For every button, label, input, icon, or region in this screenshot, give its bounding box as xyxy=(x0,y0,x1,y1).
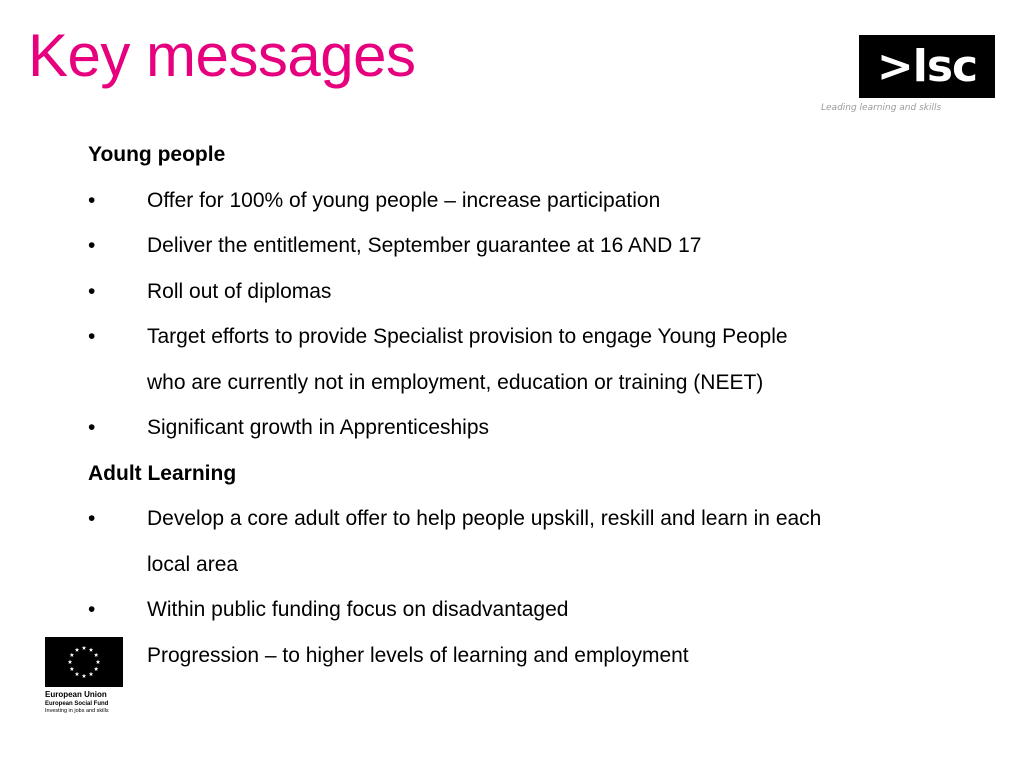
bullet-icon: • xyxy=(88,325,96,348)
bullet-icon: • xyxy=(88,279,96,303)
list-item xyxy=(88,314,988,360)
list-item xyxy=(88,405,988,451)
bullet-icon: • xyxy=(88,507,96,530)
list-item-continuation xyxy=(88,542,988,588)
list-item xyxy=(88,496,988,542)
bullet-icon: • xyxy=(88,234,96,257)
list-item xyxy=(88,633,988,679)
esf-tagline: Investing in jobs and skills xyxy=(45,708,109,714)
section-heading-adult-learning: Adult Learning xyxy=(88,461,237,485)
list-item-text: Develop a core adult offer to help people upskill, reskill and learn in each xyxy=(147,507,822,530)
list-item-continuation xyxy=(88,360,988,406)
slide-title: Key messages xyxy=(28,22,416,89)
list-item-text: Deliver the entitlement, September guarantee at 16 AND 17 xyxy=(147,234,702,257)
section-heading-young-people: Young people xyxy=(88,143,226,166)
eu-label: European Union xyxy=(45,690,107,699)
list-item xyxy=(88,223,988,269)
lsc-tagline: Leading learning and skills xyxy=(821,103,942,113)
list-item-text: Significant growth in Apprenticeships xyxy=(147,416,490,439)
list-item-text: Within public funding focus on disadvantaged xyxy=(147,598,569,621)
slide-content xyxy=(88,132,988,678)
list-item xyxy=(88,269,988,315)
bullet-icon: • xyxy=(88,188,96,212)
bullet-icon: • xyxy=(88,598,96,621)
list-item-text: Offer for 100% of young people – increase participation xyxy=(147,188,661,212)
lsc-logo xyxy=(859,35,995,98)
eu-logo xyxy=(45,637,125,720)
list-item xyxy=(88,178,988,224)
esf-label: European Social Fund xyxy=(45,701,109,707)
list-item xyxy=(88,587,988,633)
bullet-icon: • xyxy=(88,416,96,439)
list-item-text: local area xyxy=(147,552,239,576)
list-item-text: Roll out of diplomas xyxy=(147,279,332,303)
list-item-text: Target efforts to provide Specialist provision to engage Young People xyxy=(147,325,788,348)
list-item-text: who are currently not in employment, education or training (NEET) xyxy=(147,370,764,394)
lsc-logo-text: >lsc xyxy=(876,41,978,92)
list-item-text: Progression – to higher levels of learning and employment xyxy=(147,643,689,667)
eu-flag-icon xyxy=(45,637,123,687)
